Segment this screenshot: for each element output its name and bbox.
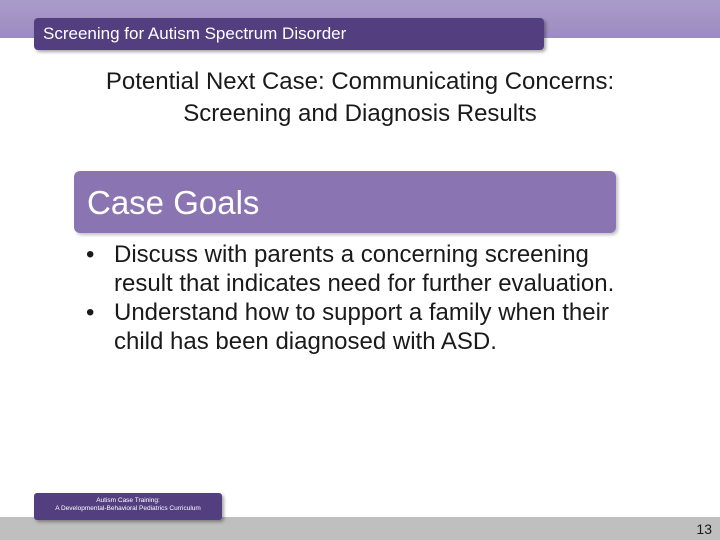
bullet-text: Understand how to support a family when their child has been diagnosed with ASD. [114, 299, 609, 355]
slide-title-line-1: Potential Next Case: Communicating Concerns: [105, 68, 615, 95]
footer-line-1: Autism Case Training: [96, 497, 160, 504]
slide-title-line-2: Screening and Diagnosis Results [183, 100, 537, 127]
footer-line-2: A Developmental-Behavioral Pediatrics Curriculum [55, 505, 201, 512]
footer-band [0, 517, 720, 540]
list-item [86, 298, 626, 356]
slide-title [20, 66, 700, 130]
header-title: Screening for Autism Spectrum Disorder [43, 24, 347, 43]
bullet-text: Discuss with parents a concerning screening result that indicates need for further evaluation. [114, 241, 615, 297]
goals-list [86, 240, 626, 356]
bullet-icon: • [86, 299, 95, 326]
footer-tab [34, 493, 222, 520]
bullet-icon: • [86, 241, 95, 268]
case-goals-bar [74, 171, 616, 233]
header-tab [34, 18, 544, 50]
case-goals-heading: Case Goals [87, 184, 260, 221]
page-number: 13 [696, 521, 712, 537]
list-item [86, 240, 626, 298]
